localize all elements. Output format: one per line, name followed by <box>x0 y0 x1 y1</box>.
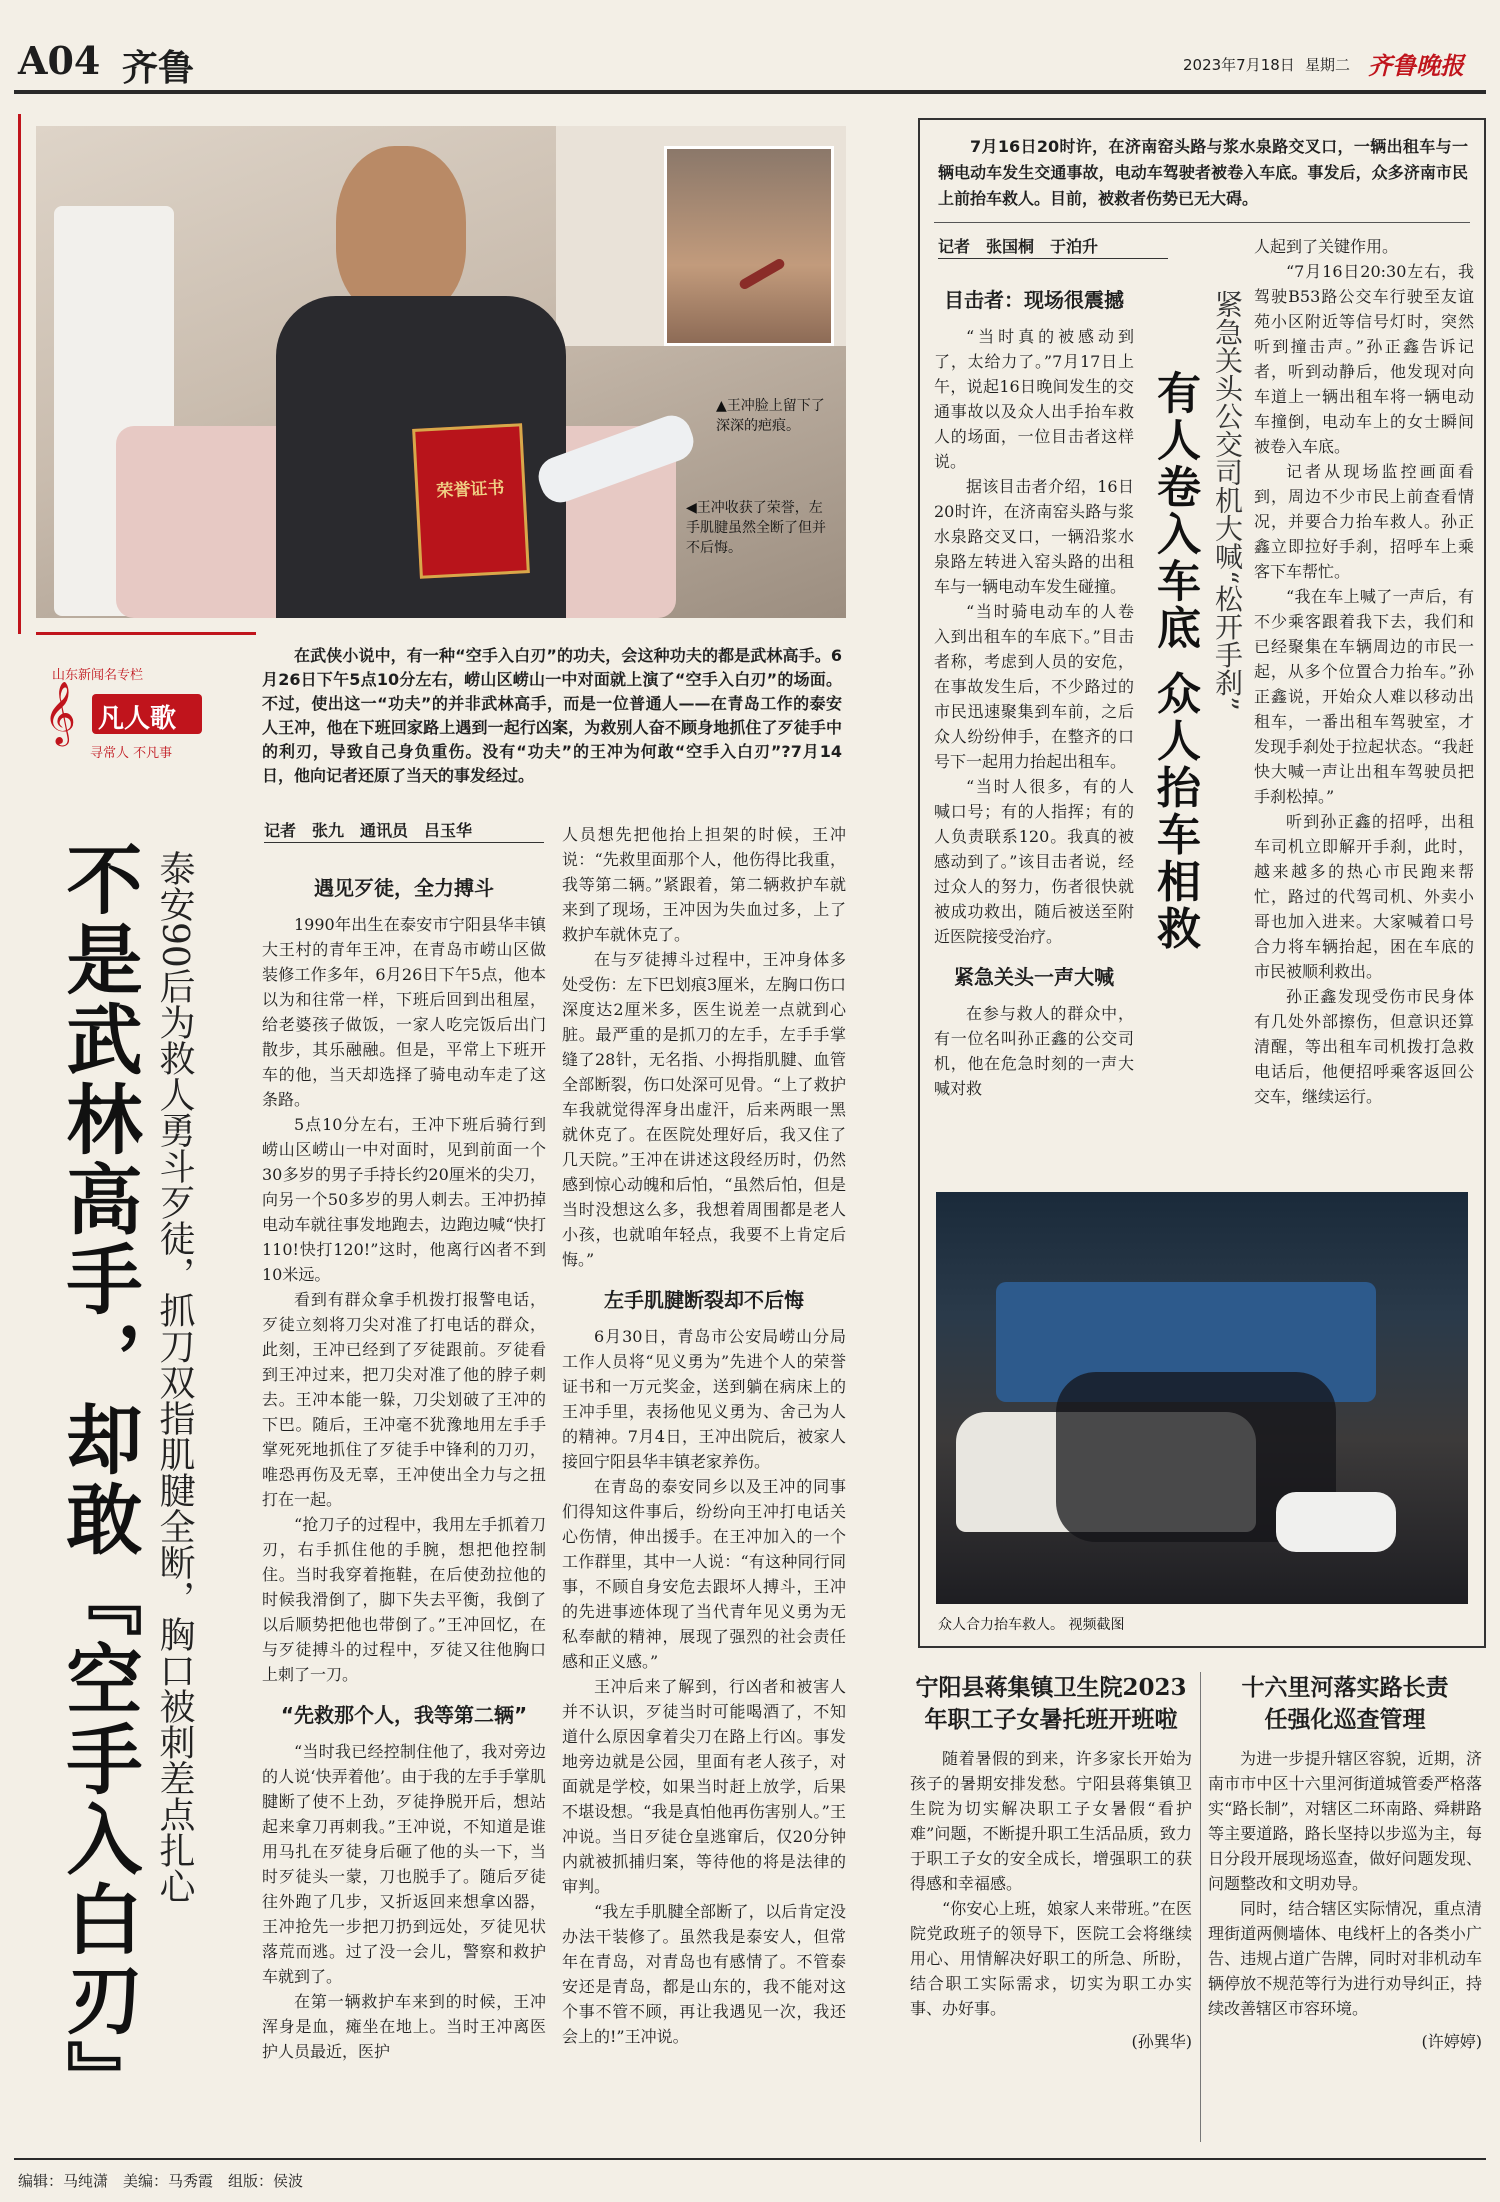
story2-subhead-1: 目击者：现场很震撼 <box>944 288 1124 312</box>
paragraph: 6月30日，青岛市公安局崂山分局工作人员将“见义勇为”先进个人的荣誉证书和一万元奖金，送到躺在病床上的王冲手里，表扬他见义勇为、舍己为人的精神。7月4日，王冲出院后，被家人接回宁阳县华丰镇老家养伤。 <box>562 1327 846 1471</box>
story2-photo-caption: 众人合力抬车救人。 视频截图 <box>938 1617 1125 1633</box>
paragraph: 在第一辆救护车来到的时候，王冲浑身是血，瘫坐在地上。当时王冲离医护人员最近，医护 <box>262 1992 546 2061</box>
story1-subhead-1: 遇见歹徒，全力搏斗 <box>314 876 494 900</box>
story3 <box>910 1672 1192 2052</box>
paragraph: 在青岛的泰安同乡以及王冲的同事们得知这件事后，纷纷向王冲打电话关心伤情，伸出援手。在王冲加入的一个工作群里，其中一人说：“有这种同行同事，不顾自身安危去跟坏人搏斗，王冲的先进事迹体现了当代青年见义勇为无私奉献的精神，展现了强烈的社会责任感和正义感。” <box>562 1477 846 1671</box>
story2-lead-text: 7月16日20时许，在济南窑头路与浆水泉路交叉口，一辆出租车与一辆电动车发生交通事故，电动车驾驶者被卷入车底。事发后，众多济南市民上前抬车救人。目前，被救者伤势已无大碍。 <box>938 137 1468 208</box>
paragraph: 在参与救人的群众中，有一位名叫孙正鑫的公交司机，他在危急时刻的一声大喊对救 <box>934 1004 1134 1098</box>
story1-photo-frame <box>18 114 21 634</box>
paragraph: 5点10分左右，王冲下班后骑行到崂山区崂山一中对面时，见到前面一个30多岁的男子手持长约20厘米的尖刀，向另一个50多岁的男人刺去。王冲扔掉电动车就往事发地跑去，边跑边喊“快打110!快打120!”这时，他离行凶者不到10米远。 <box>262 1115 546 1284</box>
certificate-text: 荣誉证书 <box>435 478 505 502</box>
paragraph: “当时骑电动车的人卷入到出租车的车底下。”目击者称，考虑到人员的安危，在事故发生后，不少路过的市民迅速聚集到车前，之后众人纷纷伸手，在整齐的口号下一起用力抬起出租车。 <box>934 602 1134 771</box>
paragraph: 在与歹徒搏斗过程中，王冲身体多处受伤：左下巴划痕3厘米，左胸口伤口深度达2厘米多，医生说差一点就到心脏。最严重的是抓刀的左手，左手手掌缝了28针，无名指、小拇指肌腱、血管全部断裂，伤口处深可见骨。“上了救护车我就觉得浑身出虚汗，后来两眼一黑就休克了。在医院处理好后，我又住了几天院。”王冲在讲述这段经历时，仍然感到惊心动魄和后怕，“虽然后怕，但是当时没想这么多，我想着周围都是老人小孩，也就咱年轻点，我要不上肯定后悔。” <box>562 950 846 1269</box>
treble-clef-icon: 𝄞 <box>44 681 76 744</box>
paragraph: “当时我已经控制住他了，我对旁边的人说‘快弄着他’。由于我的左手手掌肌腱断了使不上劲，歹徒挣脱开后，想站起来拿刀再刺我。”王冲说，不知道是谁用马扎在歹徒身后砸了他的头一下，当时歹徒头一蒙，刀也脱手了。随后歹徒往外跑了几步，又折返回来想拿凶器，王冲抢先一步把刀扔到远处，歹徒见状落荒而逃。过了没一会儿，警察和救护车就到了。 <box>262 1742 546 1986</box>
story1-lead-text: 在武侠小说中，有一种“空手入白刃”的功夫，会这种功夫的都是武林高手。6月26日下午5点10分左右，崂山区崂山一中对面就上演了“空手入白刃”的场面。不过，使出这一“功夫”的并非武林高手，而是一位普通人——在青岛工作的泰安人王冲，他在下班回家路上遇到一起行凶案，为救别人奋不顾身地抓住了歹徒手中的利刃，导致自己身负重伤。没有“功夫”的王冲为何敢“空手入白刃”?7月14日，他向记者还原了当天的事发经过。 <box>262 646 842 785</box>
badge-name-text: 凡人歌 <box>98 704 177 734</box>
paper-logo: 齐鲁晚报 <box>1368 51 1464 80</box>
story3-author: (孙巽华) <box>1131 2032 1192 2051</box>
paragraph: 记者从现场监控画面看到，周边不少市民上前查看情况，并要合力抬车救人。孙正鑫立即拉好手刹，招呼车上乘客下车帮忙。 <box>1254 462 1474 581</box>
paragraph: “我在车上喊了一声后，有不少乘客跟着我下去，我们和已经聚集在车辆周边的市民一起，从多个位置合力抬车。”孙正鑫说，开始众人难以移动出租车，一番出租车驾驶室，才发现手刹处于拉起状态。“我赶快大喊一声让出租车驾驶员把手刹松掉。” <box>1254 587 1474 806</box>
story2-subhead-2: 紧急关头一声大喊 <box>954 965 1114 989</box>
footer-rule <box>14 2158 1486 2160</box>
paragraph: 随着暑假的到来，许多家长开始为孩子的暑期安排发愁。宁阳县蒋集镇卫生院为切实解决职工子女暑假“看护难”问题，不断提升职工生活品质，致力于职工子女的安全成长，增强职工的获得感和幸福感。 <box>910 1749 1192 1893</box>
story4-author: (许婷婷) <box>1421 2032 1482 2051</box>
issue-date: 2023年7月18日 <box>1183 56 1295 74</box>
story1-byline: 记者 张九 通讯员 吕玉华 <box>264 821 473 840</box>
story1-byline-rule <box>264 842 544 843</box>
inset-photo <box>664 146 834 346</box>
story2-lead <box>938 134 1468 212</box>
photo-certificate <box>412 423 530 579</box>
story1-photo-rule <box>36 632 256 635</box>
paragraph: 同时，结合辖区实际情况，重点清理街道两侧墙体、电线杆上的各类小广告、违规占道广告牌，同时对非机动车辆停放不规范等行为进行劝导纠正，持续改善辖区市容环境。 <box>1208 1899 1482 2018</box>
column-badge <box>36 664 236 814</box>
paragraph: 人起到了关键作用。 <box>1254 237 1399 256</box>
paragraph: 孙正鑫发现受伤市民身体有几处外部擦伤，但意识还算清醒，等出租车司机拨打急救电话后，他便招呼乘客返回公交车，继续运行。 <box>1254 987 1474 1106</box>
story2-headline: 有人卷入车底 众人抬车相救 <box>1149 370 1200 953</box>
paragraph: “当时人很多，有的人喊口号；有的人指挥；有的人负责联系120。我真的被感动到了。”该目击者说，经过众人的努力，伤者很快就被成功救出，随后被送至附近医院接受治疗。 <box>934 777 1134 946</box>
issue-weekday: 星期二 <box>1305 56 1351 74</box>
story2-subtitle: 紧急关头公交司机大喊“松开手刹” <box>1211 290 1244 711</box>
column-divider <box>1200 1672 1201 2142</box>
paragraph: 为进一步提升辖区容貌，近期，济南市市中区十六里河街道城管委严格落实“路长制”，对辖区二环南路、舜耕路等主要道路，路长坚持以步巡为主，每日分段开展现场巡查，做好问题发现、问题整改和文明劝导。 <box>1208 1749 1482 1893</box>
story3-title: 宁阳县蒋集镇卫生院2023年职工子女暑托班开班啦 <box>915 1674 1187 1733</box>
story1-column-1 <box>262 860 546 2064</box>
story1-subtitle: 泰安90后为救人勇斗歹徒，抓刀双指肌腱全断，胸口被刺差点扎心 <box>154 850 195 1904</box>
story2-byline: 记者 张国桐 于泊升 <box>938 237 1099 256</box>
photo-scooter <box>1276 1492 1396 1552</box>
story2-photo <box>936 1192 1468 1604</box>
paragraph: “当时真的被感动到了，太给力了。”7月17日上午，说起16日晚间发生的交通事故以及众人出手抬车救人的场面，一位目击者这样说。 <box>934 327 1134 471</box>
story2-column-b <box>1254 234 1474 1109</box>
story1-lead <box>262 644 842 788</box>
paragraph: “你安心上班，娘家人来带班。”在医院党政班子的领导下，医院工会将继续用心、用情解决好职工的所急、所盼，结合职工实际需求，切实为职工办实事、办好事。 <box>910 1899 1192 2018</box>
section-name: 齐鲁 <box>122 47 195 89</box>
story1-headline: 不是武林高手，却敢『空手入白刃』 <box>54 840 143 2120</box>
inset-scar <box>738 257 786 291</box>
story1-column-2 <box>562 822 846 2049</box>
paragraph: 王冲后来了解到，行凶者和被害人并不认识，歹徒当时可能喝酒了，不知道什么原因拿着尖刀在路上行凶。事发地旁边就是公园，里面有老人孩子，对面就是学校，如果当时赶上放学，后果不堪设想。“我是真怕他再伤害别人。”王冲说。当日歹徒仓皇逃窜后，仅20分钟内就被抓捕归案，等待他的将是法律的审判。 <box>562 1677 846 1896</box>
paragraph: 1990年出生在泰安市宁阳县华丰镇大王村的青年王冲，在青岛市崂山区做装修工作多年，6月26日下午5点，他本以为和往常一样，下班后回到出租屋，给老婆孩子做饭，一家人吃完饭后出门散步，其乐融融。但是，平常上下班开车的他，当天却选择了骑电动车走了这条路。 <box>262 915 546 1109</box>
masthead <box>0 0 1500 100</box>
paragraph: 据该目击者介绍，16日20时许，在济南窑头路与浆水泉路交叉口，一辆沿浆水泉路左转进入窑头路的出租车与一辆电动车发生碰撞。 <box>934 477 1134 596</box>
story1-subhead-2: “先救那个人，我等第二辆” <box>280 1703 528 1727</box>
story4 <box>1208 1672 1482 2052</box>
story2-byline-rule <box>938 258 1168 259</box>
page-number: A04 <box>18 38 101 83</box>
badge-top: 山东新闻名专栏 <box>52 668 144 683</box>
paragraph: “7月16日20:30左右，我驾驶B53路公交车行驶至友谊苑小区附近等信号灯时，突然听到撞击声。”孙正鑫告诉记者，听到动静后，他发现对向车道上一辆出租车将一辆电动车撞倒，电动车上的女士瞬间被卷入车底。 <box>1254 262 1474 456</box>
story4-title: 十六里河落实路长责任强化巡查管理 <box>1241 1674 1449 1733</box>
story1-subhead-3: 左手肌腱断裂却不后悔 <box>604 1288 804 1312</box>
story2-column-a <box>934 286 1134 1101</box>
paragraph: “我左手肌腱全部断了，以后肯定没办法干装修了。虽然我是泰安人，但常年在青岛，对青岛也有感情了。不管泰安还是青岛，都是山东的，我不能对这个事不管不顾，再让我遇见一次，我还会上的!”王冲说。 <box>562 1902 846 2046</box>
inset-caption: ▲王冲脸上留下了深深的疤痕。 <box>716 398 825 434</box>
story2-lead-rule <box>934 222 1470 223</box>
photo-person-head <box>336 146 466 316</box>
paragraph: 人员想先把他抬上担架的时候，王冲说：“先救里面那个人，他伤得比我重，我等第二辆。”紧跟着，第二辆救护车就来到了现场，王冲因为失血过多，上了救护车就休克了。 <box>562 825 846 944</box>
masthead-rule <box>14 90 1486 94</box>
paragraph: “抢刀子的过程中，我用左手抓着刀刃，右手抓住他的手腕，想把他控制住。当时我穿着拖鞋，在后使劲拉他的时候我滑倒了，脚下失去平衡，我倒了以后顺势把他也带倒了。”王冲回忆，在与歹徒搏斗的过程中，歹徒又往他胸口上刺了一刀。 <box>262 1515 546 1684</box>
badge-tagline: 寻常人 不凡事 <box>90 746 173 761</box>
photo-caption: ◀王冲收获了荣誉，左手肌腱虽然全断了但并不后悔。 <box>686 500 826 556</box>
paragraph: 听到孙正鑫的招呼，出租车司机立即解开手刹，此时，越来越多的热心市民跑来帮忙，路过的代驾司机、外卖小哥也加入进来。大家喊着口号合力将车辆抬起，困在车底的市民被顺利救出。 <box>1254 812 1474 981</box>
paragraph: 看到有群众拿手机拨打报警电话，歹徒立刻将刀尖对准了打电话的群众，此刻，王冲已经到了歹徒跟前。歹徒看到王冲过来，把刀尖对准了他的脖子刺去。王冲本能一躲，刀尖划破了王冲的下巴。随后，王冲毫不犹豫地用左手手掌死死地抓住了歹徒手中锋利的刀刃，唯恐再伤及无辜，王冲使出全力与之扭打在一起。 <box>262 1290 546 1509</box>
footer-credits: 编辑：马纯潇 美编：马秀霞 组版：侯波 <box>18 2172 304 2190</box>
hero-photo <box>36 126 846 618</box>
